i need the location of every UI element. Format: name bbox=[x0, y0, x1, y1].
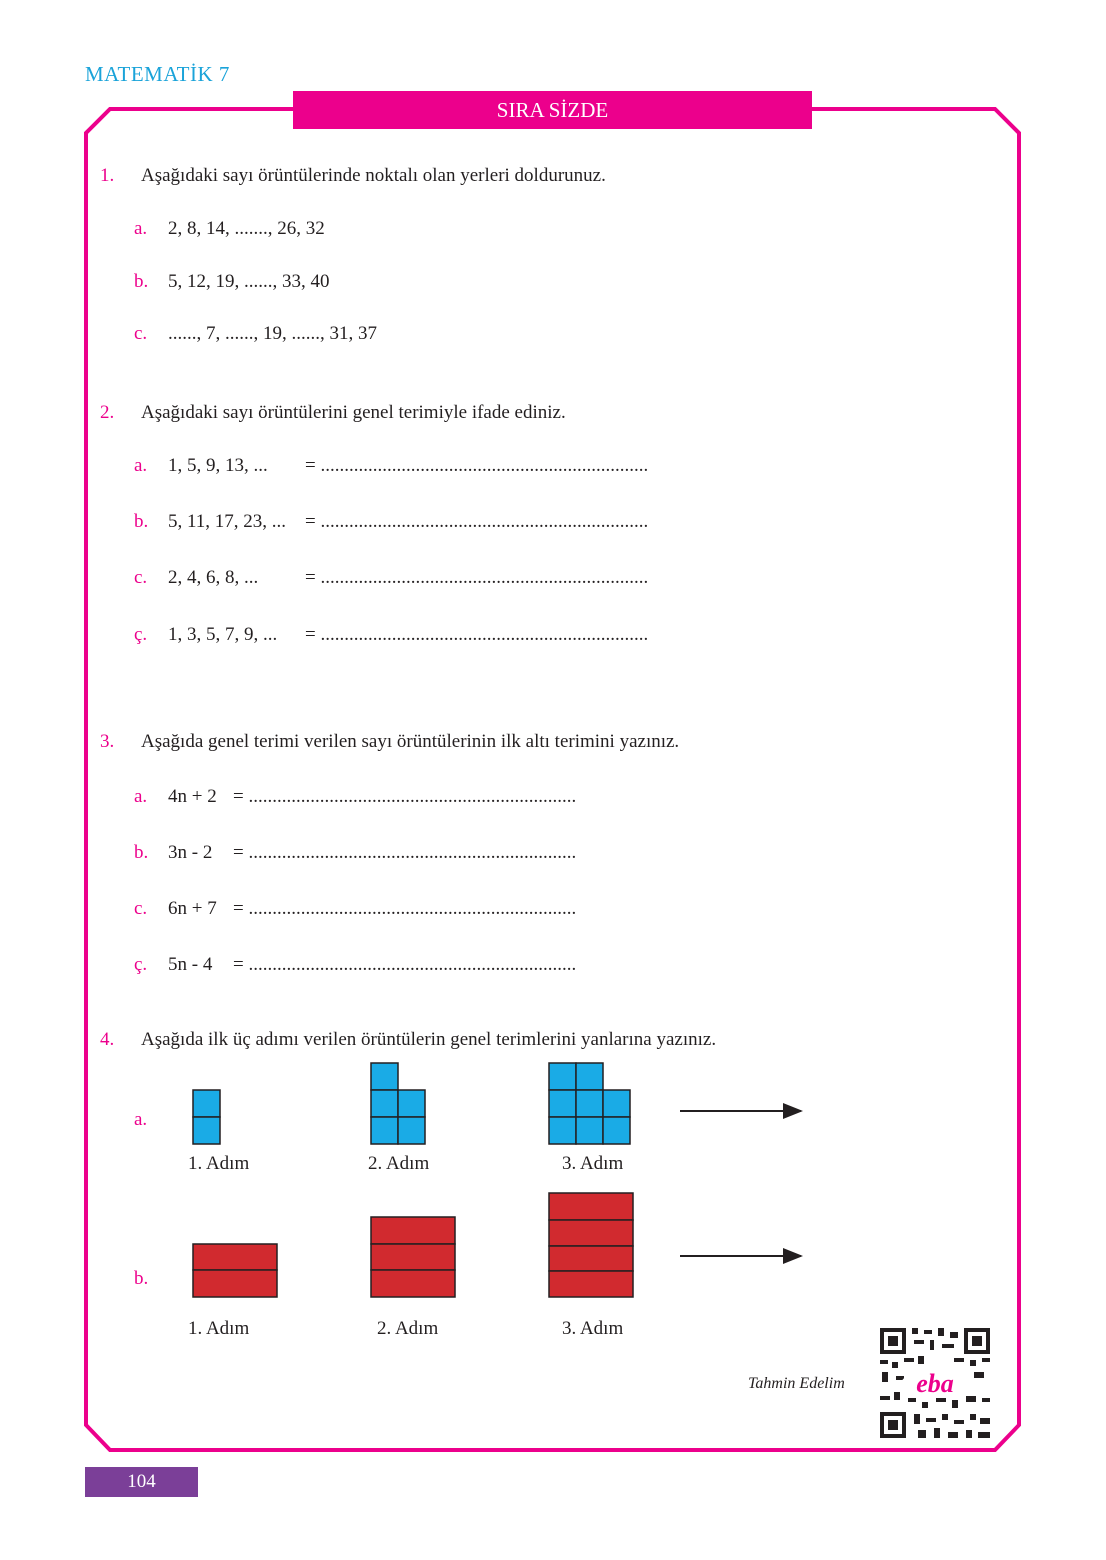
q1c-sequence: ......, 7, ......, 19, ......, 31, 37 bbox=[168, 323, 377, 344]
q1-text: Aşağıdaki sayı örüntülerinde noktalı olan yerleri doldurunuz. bbox=[141, 165, 606, 186]
q4a-step2-label: 2. Adım bbox=[368, 1153, 430, 1174]
q2b-letter: b. bbox=[134, 511, 149, 532]
q4b-letter: b. bbox=[134, 1268, 149, 1289]
q2cc-letter: ç. bbox=[134, 624, 148, 645]
q2b-answer-line[interactable]: = ..................................................................... bbox=[305, 511, 649, 532]
q4b-step3-label: 3. Adım bbox=[562, 1318, 624, 1339]
qr-caption: Tahmin Edelim bbox=[748, 1375, 845, 1392]
banner-label: SIRA SİZDE bbox=[496, 97, 609, 122]
pattern-b-step3 bbox=[549, 1193, 633, 1297]
q3c-letter: c. bbox=[134, 898, 148, 919]
q3-text: Aşağıda genel terimi verilen sayı örüntülerinin ilk altı terimini yazınız. bbox=[141, 731, 680, 752]
pattern-a-step1 bbox=[193, 1090, 220, 1144]
pattern-b-step2 bbox=[371, 1217, 455, 1297]
q3cc-answer-line[interactable]: = ..................................................................... bbox=[233, 954, 577, 975]
q2-text: Aşağıdaki sayı örüntülerini genel terimiyle ifade ediniz. bbox=[141, 402, 566, 423]
q3b-answer-line[interactable]: = ..................................................................... bbox=[233, 842, 577, 863]
eba-logo: eba bbox=[916, 1369, 954, 1398]
q4-number: 4. bbox=[100, 1029, 115, 1050]
q3a-answer-line[interactable]: = ..................................................................... bbox=[233, 786, 577, 807]
q3a-formula: 4n + 2 bbox=[168, 786, 217, 807]
q1-number: 1. bbox=[100, 165, 115, 186]
q4a-step3-label: 3. Adım bbox=[562, 1153, 624, 1174]
q4b-step1-label: 1. Adım bbox=[188, 1318, 250, 1339]
q3-number: 3. bbox=[100, 731, 115, 752]
q1c-letter: c. bbox=[134, 323, 148, 344]
pattern-b-step1 bbox=[193, 1244, 277, 1297]
q3a-letter: a. bbox=[134, 786, 148, 807]
q3b-letter: b. bbox=[134, 842, 149, 863]
q2-number: 2. bbox=[100, 402, 115, 423]
q1b-letter: b. bbox=[134, 271, 149, 292]
q2cc-answer-line[interactable]: = ..................................................................... bbox=[305, 624, 649, 645]
q4b-step2-label: 2. Adım bbox=[377, 1318, 439, 1339]
q3b-formula: 3n - 2 bbox=[168, 842, 213, 863]
q3cc-formula: 5n - 4 bbox=[168, 954, 213, 975]
q2a-sequence: 1, 5, 9, 13, ... bbox=[168, 455, 268, 476]
q3c-formula: 6n + 7 bbox=[168, 898, 217, 919]
q4a-letter: a. bbox=[134, 1109, 148, 1130]
q2c-sequence: 2, 4, 6, 8, ... bbox=[168, 567, 259, 588]
q2a-answer-line[interactable]: = ..................................................................... bbox=[305, 455, 649, 476]
q1a-sequence: 2, 8, 14, ......., 26, 32 bbox=[168, 218, 325, 239]
pattern-a-step3 bbox=[549, 1063, 630, 1144]
q1a-letter: a. bbox=[134, 218, 148, 239]
q4a-step1-label: 1. Adım bbox=[188, 1153, 250, 1174]
q2c-answer-line[interactable]: = ..................................................................... bbox=[305, 567, 649, 588]
q3cc-letter: ç. bbox=[134, 954, 148, 975]
q2a-letter: a. bbox=[134, 455, 148, 476]
q2b-sequence: 5, 11, 17, 23, ... bbox=[168, 511, 287, 532]
page-number: 104 bbox=[127, 1471, 156, 1492]
pattern-a-step2 bbox=[371, 1063, 425, 1144]
q4-text: Aşağıda ilk üç adımı verilen örüntülerin genel terimlerini yanlarına yazınız. bbox=[141, 1029, 717, 1050]
q2cc-sequence: 1, 3, 5, 7, 9, ... bbox=[168, 624, 278, 645]
q3c-answer-line[interactable]: = ..................................................................... bbox=[233, 898, 577, 919]
qr-code-icon[interactable] bbox=[878, 1326, 992, 1440]
q2c-letter: c. bbox=[134, 567, 148, 588]
page-number-box bbox=[85, 1467, 198, 1497]
q1b-sequence: 5, 12, 19, ......, 33, 40 bbox=[168, 271, 330, 292]
book-title: MATEMATİK 7 bbox=[85, 62, 230, 86]
